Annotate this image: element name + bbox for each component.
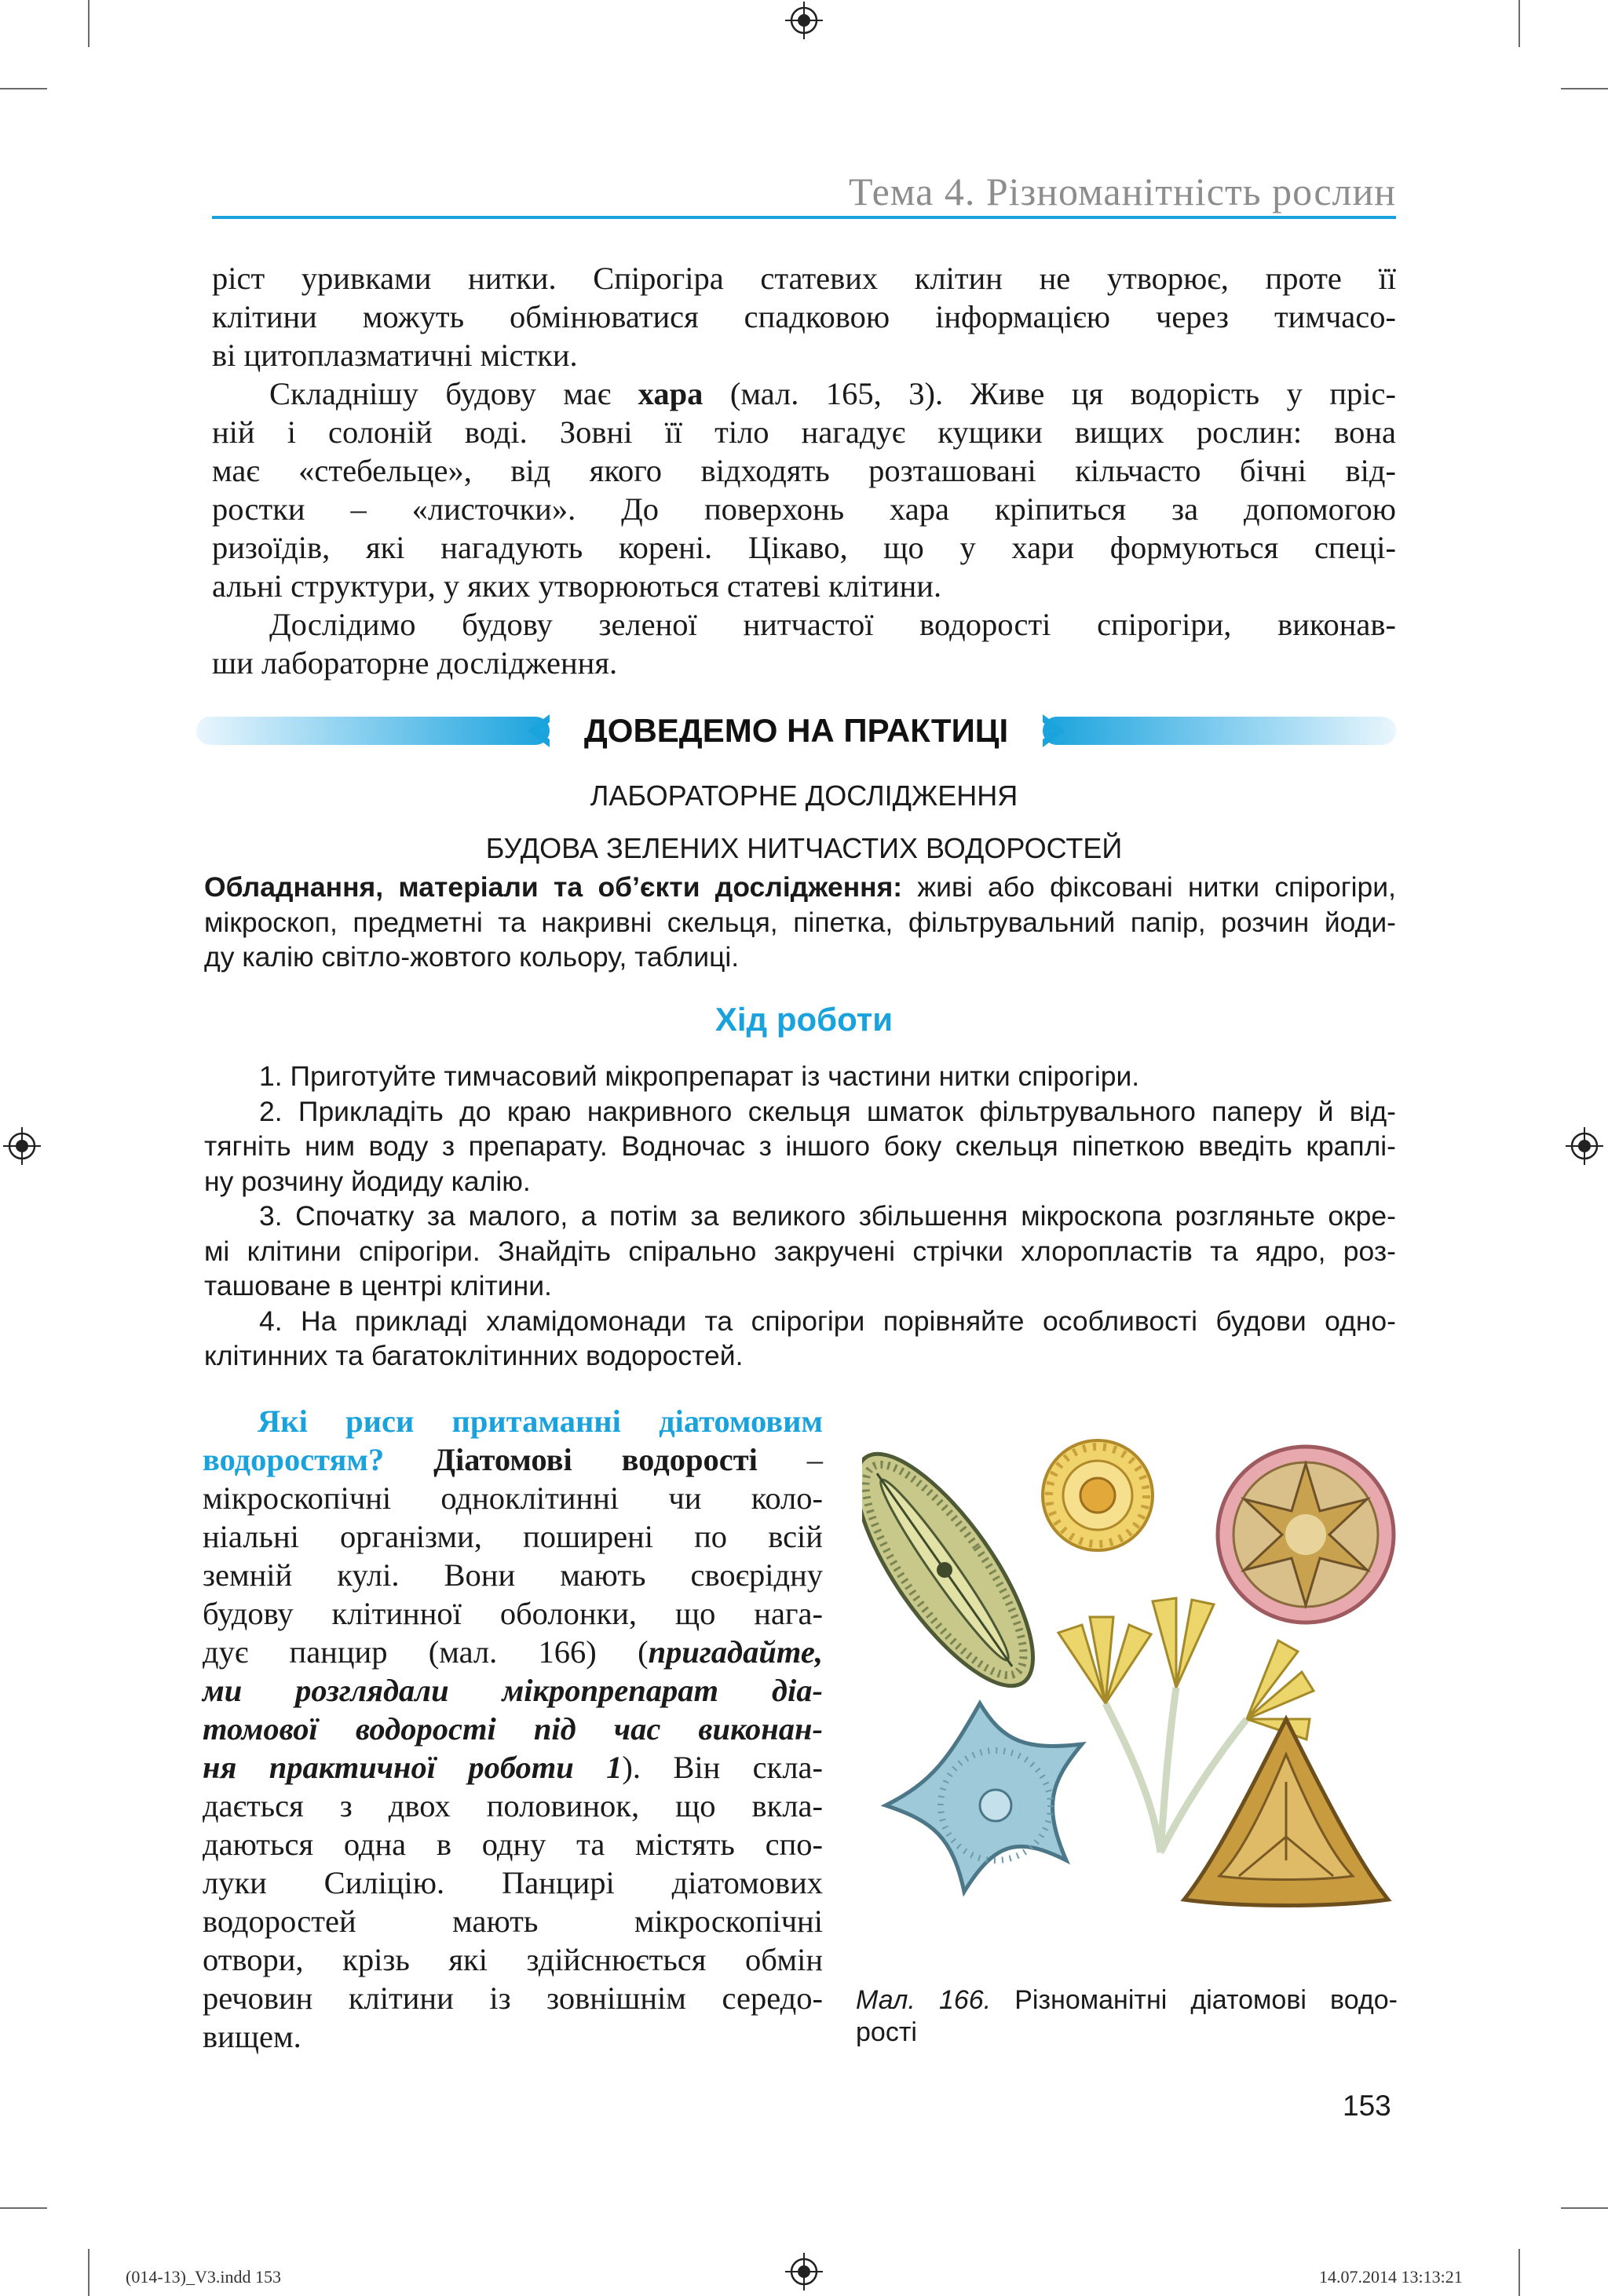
term-bold: Діатомові водорості [433, 1442, 758, 1477]
text-line: дається з двох половинок, що вкла- [203, 1788, 823, 1823]
text-line: клітини можуть обмінюватися спадковою інформацією через тимчасо- [212, 299, 1396, 334]
text-line [203, 1748, 823, 1787]
text-line: ріст уривками нитки. Спірогіра статевих клітин не утворює, проте її [212, 261, 1396, 296]
text-line [204, 870, 1396, 905]
equipment-block [204, 870, 1396, 975]
banner-stripe-right [1043, 717, 1396, 745]
crop-mark [1518, 2249, 1520, 2296]
diatoms-text [203, 1402, 823, 2056]
diatom-radial-yellow [1043, 1440, 1153, 1550]
equipment-label: Обладнання, матеріали та об’єкти дослідження: [204, 871, 903, 903]
page-number: 153 [1343, 2090, 1391, 2122]
diatom-star-blue [886, 1703, 1082, 1892]
text-line: ніальні організми, поширені по всій [203, 1519, 823, 1554]
text-span: Складнішу будову має [269, 376, 638, 411]
text-line: вищем. [203, 2019, 302, 2054]
italic-span: томової водорості під час виконан- [203, 1711, 823, 1747]
header-rule [212, 216, 1396, 219]
diatom-triangular [1184, 1719, 1388, 1906]
step-line: 2. Прикладіть до краю накривного скельця шматок фільтрувального паперу й від- [259, 1095, 1396, 1127]
italic-span: пригадайте, [648, 1634, 823, 1670]
text-line: даються одна в одну та містять спо- [203, 1827, 823, 1862]
step-line: мі клітини спірогіри. Знайдіть спірально закручені стрічки хлоропластів та ядро, роз- [204, 1235, 1396, 1267]
step-line: 3. Спочатку за малого, а потім за великого збільшення мікроскопа розгляньте окре- [259, 1200, 1396, 1232]
text-line: ризоїдів, які нагадують корені. Цікаво, що у хари формуються спеці- [212, 530, 1396, 565]
italic-span: ня практичної роботи 1 [203, 1750, 623, 1785]
crop-mark [1561, 2207, 1608, 2209]
question-heading-cont: водоростям? [203, 1442, 385, 1477]
diatom-pennate [862, 1436, 1063, 1710]
text-line: ві цитоплазматичні містки. [212, 338, 578, 373]
footer-file: (014-13)_V3.indd 153 [126, 2267, 281, 2287]
crop-mark [88, 2249, 90, 2296]
step-line: клітинних та багатоклітинних водоростей. [204, 1340, 744, 1371]
text-line [212, 374, 1396, 413]
text-line: мікроскопічні одноклітинні чи коло- [203, 1480, 823, 1516]
crop-mark [88, 0, 90, 47]
text-span: – [757, 1442, 823, 1477]
progress-title: Хід роботи [714, 1001, 894, 1038]
figure-caption [856, 1984, 1398, 2049]
registration-mark-icon [3, 1127, 41, 1165]
chevron-right-icon [1043, 714, 1065, 747]
text-span: живі або фіксовані нитки спірогіри, [902, 871, 1396, 903]
text-line [203, 1440, 823, 1479]
text-line: ній і солоній воді. Зовні її тіло нагадує кущики вищих рослин: вона [212, 414, 1396, 450]
footer-datetime: 14.07.2014 13:13:21 [1319, 2267, 1463, 2287]
crop-mark [0, 2207, 47, 2209]
banner-stripe-left [196, 717, 550, 745]
lab-title: БУДОВА ЗЕЛЕНИХ НИТЧАСТИХ ВОДОРОСТЕЙ [485, 832, 1123, 864]
text-line: отвори, крізь які здійснюється обмін [203, 1942, 823, 1977]
text-line: луки Силіцію. Панцирі діатомових [203, 1865, 823, 1900]
text-line: альні структури, у яких утворюються статеві клітини. [212, 568, 942, 604]
crop-mark [0, 88, 47, 89]
crop-mark [1518, 0, 1520, 47]
step-line: ну розчину йодиду калію. [204, 1165, 531, 1197]
text-line [203, 1710, 823, 1748]
diatom-radial-pink [1218, 1447, 1394, 1623]
registration-mark-icon [785, 2253, 823, 2291]
text-line: водоростей мають мікроскопічні [203, 1904, 823, 1939]
text-span: ). Він скла- [622, 1750, 823, 1785]
registration-mark-icon [785, 2, 823, 39]
term-bold: хара [638, 376, 704, 411]
caption-text: Різноманітні діатомові водо- [991, 1985, 1398, 2015]
caption-line: рості [856, 2017, 917, 2047]
steps-list [204, 1059, 1396, 1374]
step-line: тягніть ним воду з препарату. Водночас з іншого боку скельця піпеткою введіть краплі- [204, 1130, 1396, 1162]
text-line: земній кулі. Вони мають своєрідну [203, 1557, 823, 1593]
caption-line [856, 1984, 1398, 2017]
registration-mark-icon [1566, 1127, 1603, 1165]
text-span: дує панцир (мал. 166) ( [203, 1634, 649, 1670]
step-line: ташоване в центрі клітини. [204, 1270, 552, 1301]
running-header: Тема 4. Різноманітність рослин [849, 170, 1396, 214]
step-line: 1. Приготуйте тимчасовий мікропрепарат із частини нитки спірогіри. [259, 1060, 1140, 1092]
crop-mark [1561, 88, 1608, 89]
lab-label: ЛАБОРАТОРНЕ ДОСЛІДЖЕННЯ [590, 779, 1018, 812]
text-line: речовин клітини із зовнішнім середо- [203, 1980, 823, 2016]
text-line [203, 1633, 823, 1671]
text-span: (мал. 165, 3). Живе ця водорість у пріс- [703, 376, 1396, 411]
step-line: 4. На прикладі хламідомонади та спірогіри порівняйте особливості будови одно- [259, 1305, 1396, 1337]
text-line: мікроскоп, предметні та накривні скельця, піпетка, фільтрувальний папір, розчин йоди- [204, 906, 1396, 938]
chevron-left-icon [528, 714, 550, 747]
text-line: ши лабораторне дослідження. [212, 645, 618, 681]
banner-title: ДОВЕДЕМО НА ПРАКТИЦІ [583, 712, 1009, 749]
body-text-top [212, 259, 1396, 682]
text-line: ду калію світло-жовтого кольору, таблиці. [204, 941, 740, 973]
caption-label: Мал. 166. [856, 1985, 992, 2015]
text-line: ростки – «листочки». До поверхонь хара кріпиться за допомогою [212, 491, 1396, 527]
italic-span: ми розглядали мікропрепарат діа- [203, 1673, 823, 1708]
text-line: має «стебельце», від якого відходять розташовані кільчасто бічні від- [212, 453, 1396, 488]
text-line: будову клітинної оболонки, що нага- [203, 1596, 823, 1631]
text-line: Дослідимо будову зеленої нитчастої водорості спірогіри, виконав- [269, 607, 1396, 642]
text-line [203, 1671, 823, 1710]
question-heading: Які риси притаманні діатомовим [258, 1404, 823, 1439]
diatoms-illustration [862, 1436, 1396, 1962]
